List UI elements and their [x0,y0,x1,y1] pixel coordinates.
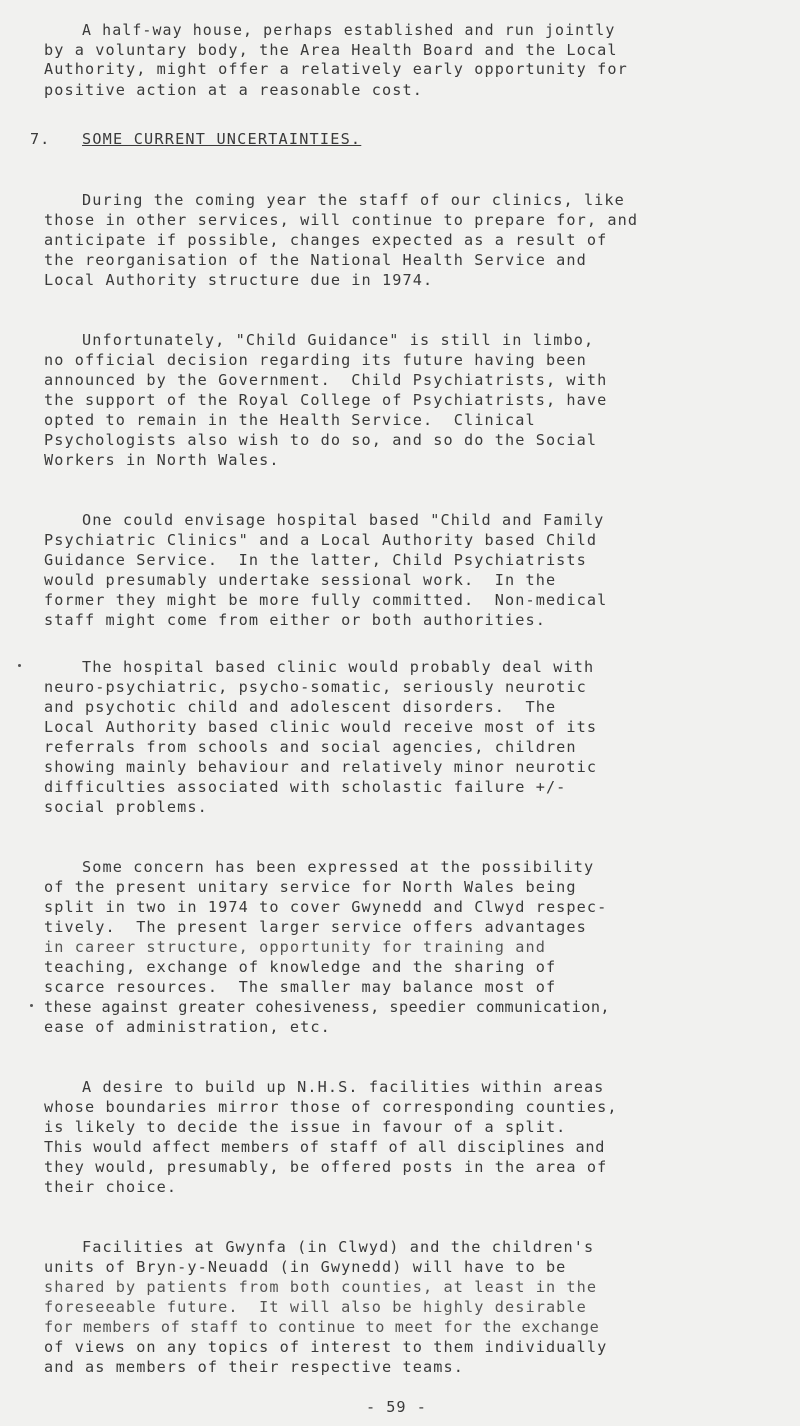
text-line: they would, presumably, be offered posts in the area of [44,1158,608,1176]
text-line: former they might be more fully committed. Non-medical [44,591,608,609]
text-line: Psychiatric Clinics" and a Local Authority based Child [44,531,598,549]
text-line: neuro-psychiatric, psycho-somatic, seriously neurotic [44,678,587,696]
text-line: would presumably undertake sessional work. In the [44,571,557,589]
text-line: Guidance Service. In the latter, Child Psychiatrists [44,551,587,569]
text-line: opted to remain in the Health Service. Clinical [44,411,536,429]
page-number: - 59 - [366,1398,427,1416]
text-line: announced by the Government. Child Psychiatrists, with [44,371,608,389]
text-line: the support of the Royal College of Psychiatrists, have [44,391,608,409]
text-line: One could envisage hospital based "Child and Family [82,511,605,529]
text-line: staff might come from either or both authorities. [44,611,546,629]
text-line: Some concern has been expressed at the possibility [82,858,595,876]
text-line: During the coming year the staff of our clinics, like [82,191,625,209]
margin-mark [30,1004,33,1007]
text-line: social problems. [44,798,208,816]
text-line: units of Bryn-y-Neuadd (in Gwynedd) will have to be [44,1258,567,1276]
text-line: This would affect members of staff of all disciplines and [44,1138,606,1156]
text-line: in career structure, opportunity for training and [44,938,546,956]
text-line: for members of staff to continue to meet for the exchange [44,1318,600,1336]
text-line: Psychologists also wish to do so, and so do the Social [44,431,598,449]
text-line: showing mainly behaviour and relatively minor neurotic [44,758,598,776]
text-line: the reorganisation of the National Health Service and [44,251,587,269]
text-line: those in other services, will continue to prepare for, and [44,211,639,229]
margin-mark [18,664,21,667]
text-line: anticipate if possible, changes expected as a result of [44,231,608,249]
text-line: teaching, exchange of knowledge and the sharing of [44,958,557,976]
text-line: referrals from schools and social agencies, children [44,738,577,756]
text-line: scarce resources. The smaller may balance most of [44,978,557,996]
text-line: shared by patients from both counties, at least in the [44,1278,598,1296]
section-heading: SOME CURRENT UNCERTAINTIES. [82,130,362,148]
text-line: these against greater cohesiveness, speedier communication, [44,998,611,1016]
text-line: and as members of their respective teams. [44,1358,464,1376]
text-line: is likely to decide the issue in favour of a split. [44,1118,567,1136]
text-line: ease of administration, etc. [44,1018,331,1036]
text-line: Workers in North Wales. [44,451,280,469]
text-line: split in two in 1974 to cover Gwynedd and Clwyd respec- [44,898,608,916]
section-number: 7. [30,130,51,148]
text-line: tively. The present larger service offers advantages [44,918,587,936]
text-line: Facilities at Gwynfa (in Clwyd) and the children's [82,1238,595,1256]
text-line: A half-way house, perhaps established and run jointly [82,21,616,39]
text-line: The hospital based clinic would probably deal with [82,658,595,676]
text-line: of views on any topics of interest to them individually [44,1338,608,1356]
text-line: positive action at a reasonable cost. [44,81,424,99]
text-line: Local Authority structure due in 1974. [44,271,434,289]
text-line: by a voluntary body, the Area Health Board and the Local [44,41,618,59]
text-line: no official decision regarding its future having been [44,351,587,369]
text-line: foreseeable future. It will also be highly desirable [44,1298,587,1316]
text-line: difficulties associated with scholastic failure +/- [44,778,567,796]
text-line: whose boundaries mirror those of corresponding counties, [44,1098,618,1116]
text-line: and psychotic child and adolescent disorders. The [44,698,557,716]
text-line: Local Authority based clinic would receive most of its [44,718,598,736]
text-line: A desire to build up N.H.S. facilities within areas [82,1078,605,1096]
text-line: their choice. [44,1178,178,1196]
text-line: Authority, might offer a relatively early opportunity for [44,60,628,78]
text-line: Unfortunately, "Child Guidance" is still in limbo, [82,331,595,349]
text-line: of the present unitary service for North Wales being [44,878,577,896]
